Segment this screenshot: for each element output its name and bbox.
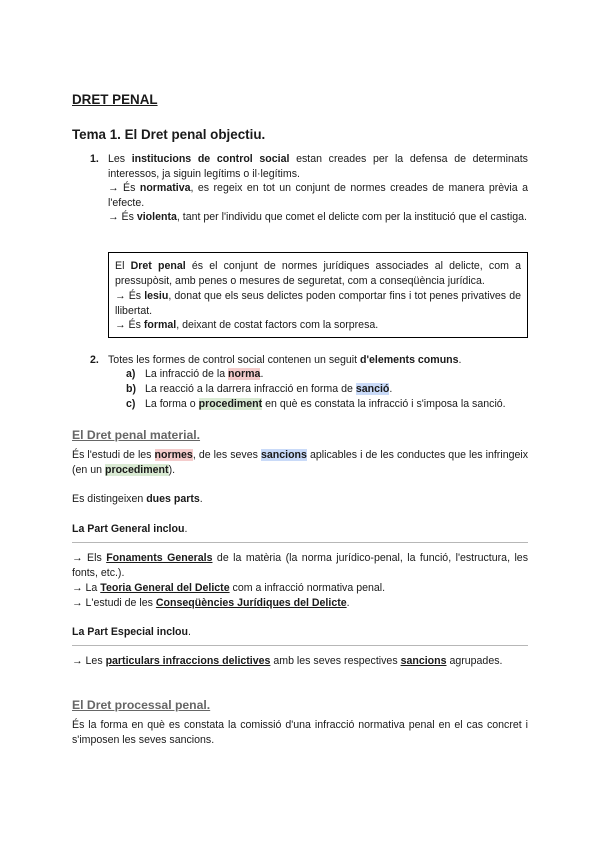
special-part-label: La Part Especial inclou. xyxy=(72,626,191,638)
general-item-3: → L'estudi de les Conseqüències Jurídiques del Delicte. xyxy=(72,597,350,609)
general-item-2: → La Teoria General del Delicte com a infracció normativa penal. xyxy=(72,582,386,594)
material-paragraph-1: És l'estudi de les normes, de les seves sancions aplicables i de les conductes que les infringeix (en un procediment). xyxy=(72,449,529,476)
divider-special xyxy=(72,645,528,646)
divider-general xyxy=(72,542,528,543)
general-item-1: → Els Fonaments Generals de la matèria (la norma jurídico-penal, la funció, l'estructura, les fonts, etc.). xyxy=(72,552,528,579)
item2-intro: Totes les formes de control social contenen un seguit d'elements comuns. xyxy=(108,354,462,366)
sub-item-a: La infracció de la norma. xyxy=(145,368,264,380)
processal-paragraph-1: És la forma en què es constata la comissió d'una infracció normativa penal en el cas concret i s'imposen les seves sancions. xyxy=(72,719,528,746)
box-paragraph-3: → És formal, deixant de costat factors com la sorpresa. xyxy=(115,319,379,331)
box-paragraph-1: El Dret penal és el conjunt de normes jurídiques associades al delicte, com a pressupòsit, amb penes o mesures de seguretat, com a conseqüència jurídica. xyxy=(115,260,521,287)
item1-paragraph-3: → És violenta, tant per l'individu que comet el delicte com per la institució que el castiga. xyxy=(108,211,527,223)
list-number-2: 2. xyxy=(90,354,99,366)
section-title-material: El Dret penal material. xyxy=(72,428,201,442)
special-item-1: → Les particulars infraccions delictives amb les seves respectives sancions agrupades. xyxy=(72,655,503,667)
item1-paragraph-2: → És normativa, es regeix en tot un conjunt de normes creades de manera prèvia a l'efecte. xyxy=(108,182,529,209)
sub-item-letter-c: c) xyxy=(126,398,136,410)
sub-item-c: La forma o procediment en què es constata la infracció i s'imposa la sanció. xyxy=(145,398,506,410)
sub-item-letter-a: a) xyxy=(126,368,136,380)
topic-heading: Tema 1. El Dret penal objectiu. xyxy=(72,127,266,142)
material-paragraph-2: Es distingeixen dues parts. xyxy=(72,493,203,505)
general-part-label: La Part General inclou. xyxy=(72,523,188,535)
box-paragraph-2: → És lesiu, donat que els seus delictes poden comportar fins i tot penes privatives de llibertat. xyxy=(115,290,522,317)
list-number-1: 1. xyxy=(90,153,99,165)
item1-paragraph-1: Les institucions de control social estan creades per la defensa de determinats interessos, ja siguin legítims o il·legítims. xyxy=(108,153,528,180)
section-title-processal: El Dret processal penal. xyxy=(72,698,211,712)
document-title: DRET PENAL xyxy=(72,92,158,107)
sub-item-b: La reacció a la darrera infracció en forma de sanció. xyxy=(145,383,393,395)
sub-item-letter-b: b) xyxy=(126,383,136,395)
